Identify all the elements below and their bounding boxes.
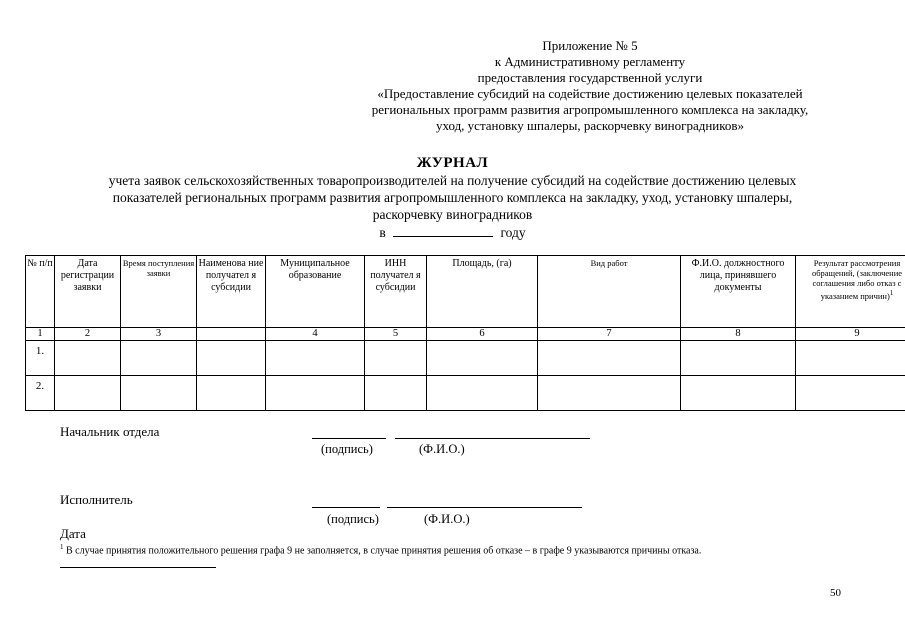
col-header-municipality: Муниципальное образование (266, 256, 365, 328)
journal-table (25, 255, 905, 411)
footnote-text: В случае принятия положительного решения графа 9 не заполняется, в случае принятия решения об отказе – в графе 9 указываются причины отказа. (66, 545, 702, 557)
footnote (60, 543, 860, 556)
table-cell[interactable] (55, 341, 121, 376)
col-header-num: № п/п (26, 256, 55, 328)
executor-name-line[interactable] (387, 506, 582, 508)
column-number: 2 (55, 328, 121, 341)
col-header-result-text: Результат рассмотрения обращений, (заключение соглашения либо отказ с указанием причин) (811, 258, 903, 301)
table-cell[interactable] (365, 376, 427, 411)
table-cell[interactable] (55, 376, 121, 411)
col-header-inn: ИНН получател я субсидии (365, 256, 427, 328)
head-signature-line[interactable] (312, 437, 386, 439)
head-label: Начальник отдела (60, 424, 160, 439)
table-cell[interactable] (796, 341, 905, 376)
table-cell[interactable] (681, 341, 796, 376)
year-prefix: в (379, 225, 386, 240)
table-cell[interactable] (121, 376, 197, 411)
table-cell[interactable] (365, 341, 427, 376)
table-row (26, 376, 905, 411)
column-number: 5 (365, 328, 427, 341)
appendix-line: уход, установку шпалеры, раскорчевку виноградников» (435, 118, 745, 133)
executor-signature-line[interactable] (312, 506, 380, 508)
column-number (197, 328, 266, 341)
col-header-result (796, 256, 905, 328)
table-cell[interactable] (266, 341, 365, 376)
journal-subtitle (40, 172, 865, 223)
table-cell[interactable] (197, 376, 266, 411)
year-line (0, 224, 905, 241)
subtitle-line: показателей региональных программ развития агропромышленного комплекса на закладку, уход, установку шпалеры, (112, 190, 793, 205)
row-number: 2. (26, 376, 55, 411)
subtitle-line: учета заявок сельскохозяйственных товаропроизводителей на получение субсидий на содействие достижению целевых (108, 173, 797, 188)
table-cell[interactable] (681, 376, 796, 411)
table-cell[interactable] (121, 341, 197, 376)
table-header-row (26, 256, 905, 328)
page-number: 50 (830, 587, 841, 599)
column-number: 3 (121, 328, 197, 341)
subtitle-line: раскорчевку виноградников (372, 207, 533, 222)
col-header-recipient: Наименова ние получател я субсидии (197, 256, 266, 328)
year-suffix: году (500, 225, 526, 240)
table-cell[interactable] (538, 341, 681, 376)
table-cell[interactable] (266, 376, 365, 411)
year-blank-field[interactable] (393, 224, 493, 237)
col-header-work-type: Вид работ (538, 256, 681, 328)
appendix-header (300, 38, 880, 134)
footnote-divider (60, 567, 216, 568)
executor-name-caption: (Ф.И.О.) (424, 512, 470, 526)
appendix-line: к Административному регламенту (494, 54, 686, 69)
row-number: 1. (26, 341, 55, 376)
executor-sign-caption: (подпись) (327, 512, 379, 526)
column-number: 1 (26, 328, 55, 341)
column-number: 9 (796, 328, 905, 341)
column-number: 6 (427, 328, 538, 341)
table-cell[interactable] (538, 376, 681, 411)
column-numbers-row (26, 328, 905, 341)
footnote-mark: 1 (60, 543, 64, 551)
col-header-time: Время поступления заявки (121, 256, 197, 328)
appendix-line: «Предоставление субсидий на содействие достижению целевых показателей (377, 86, 803, 101)
column-number: 4 (266, 328, 365, 341)
footnote-marker: 1 (889, 289, 894, 297)
appendix-line: региональных программ развития агропромышленного комплекса на закладку, (371, 102, 809, 117)
column-number: 7 (538, 328, 681, 341)
table-cell[interactable] (427, 341, 538, 376)
head-name-caption: (Ф.И.О.) (419, 442, 465, 456)
table-row (26, 341, 905, 376)
head-name-line[interactable] (395, 437, 590, 439)
col-header-area: Площадь, (га) (427, 256, 538, 328)
col-header-reg-date: Дата регистрации заявки (55, 256, 121, 328)
table-cell[interactable] (427, 376, 538, 411)
column-number: 8 (681, 328, 796, 341)
journal-title: ЖУРНАЛ (416, 155, 489, 171)
date-label: Дата (60, 526, 86, 541)
appendix-line: Приложение № 5 (542, 38, 638, 53)
appendix-line: предоставления государственной услуги (477, 70, 703, 85)
table-cell[interactable] (796, 376, 905, 411)
executor-label: Исполнитель (60, 492, 133, 507)
table-cell[interactable] (197, 341, 266, 376)
col-header-official: Ф.И.О. должностного лица, принявшего документы (681, 256, 796, 328)
head-sign-caption: (подпись) (321, 442, 373, 456)
